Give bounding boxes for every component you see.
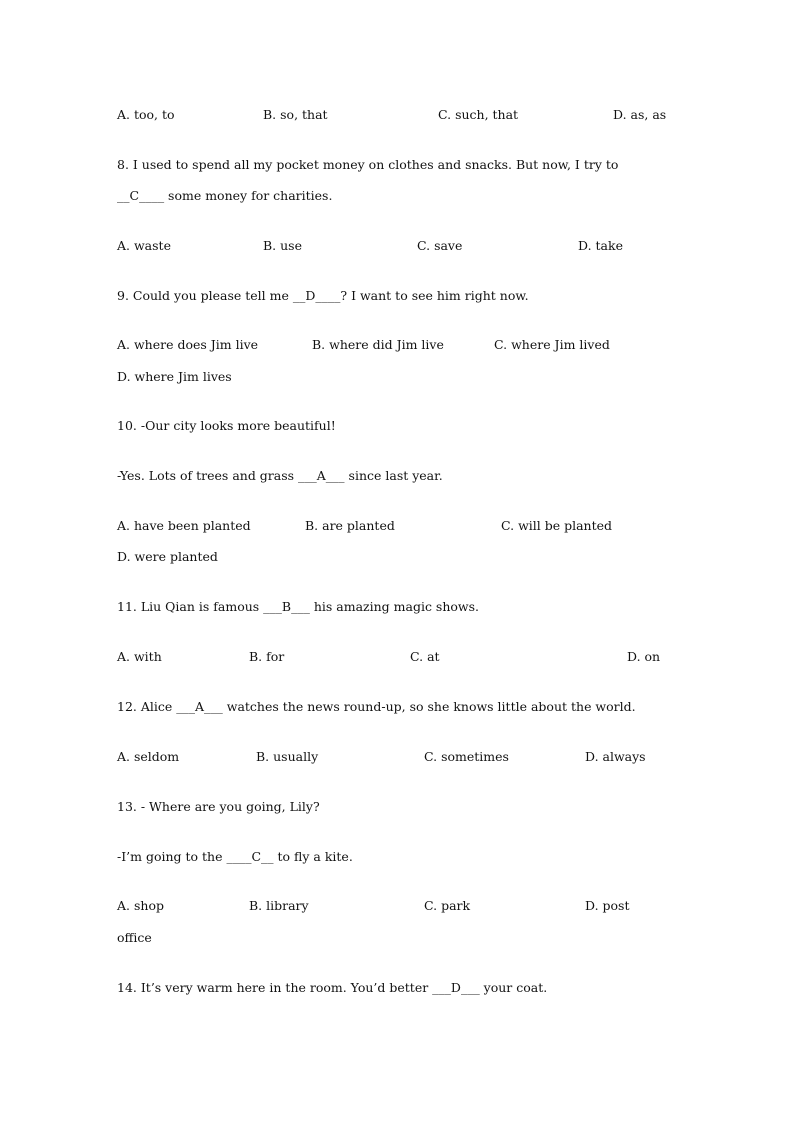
q9-option-b: B. where did Jim live: [312, 337, 444, 352]
q13-option-b: B. library: [249, 898, 309, 913]
q7-option-d: D. as, as: [613, 107, 667, 122]
q11-option-c: C. at: [410, 649, 440, 664]
q12-option-c: C. sometimes: [424, 749, 509, 764]
q12-stem: 12. Alice ___A___ watches the news round-up, so she knows little about the world.: [117, 699, 636, 714]
q13-option-c: C. park: [424, 898, 471, 913]
q11-option-b: B. for: [249, 649, 285, 664]
q10-option-a: A. have been planted: [117, 518, 251, 533]
q9-stem: 9. Could you please tell me __D____? I want to see him right now.: [117, 288, 529, 303]
q7-option-b: B. so, that: [263, 107, 328, 122]
q13-option-d: D. post: [585, 898, 630, 913]
q10-option-b: B. are planted: [305, 518, 395, 533]
q10-stem-line-2: -Yes. Lots of trees and grass ___A___ since last year.: [117, 468, 443, 483]
q13-option-a: A. shop: [117, 898, 164, 913]
q9-option-d: D. where Jim lives: [117, 369, 232, 384]
q8-option-b: B. use: [263, 238, 302, 253]
q12-option-a: A. seldom: [117, 749, 180, 764]
q9-option-c: C. where Jim lived: [494, 337, 610, 352]
q8-option-c: C. save: [417, 238, 463, 253]
q11-option-d: D. on: [627, 649, 661, 664]
q13-option-d-wrap: office: [117, 930, 152, 945]
q11-option-a: A. with: [117, 649, 162, 664]
q8-stem-line-2: __C____ some money for charities.: [117, 188, 333, 203]
q8-option-a: A. waste: [117, 238, 171, 253]
q7-option-a: A. too, to: [117, 107, 175, 122]
q12-option-b: B. usually: [256, 749, 319, 764]
q10-option-c: C. will be planted: [501, 518, 613, 533]
q10-option-d: D. were planted: [117, 549, 218, 564]
q13-stem-line-1: 13. - Where are you going, Lily?: [117, 799, 320, 814]
q14-stem: 14. It’s very warm here in the room. You’d better ___D___ your coat.: [117, 980, 548, 995]
q8-stem-line-1: 8. I used to spend all my pocket money on clothes and snacks. But now, I try to: [117, 157, 619, 172]
q8-option-d: D. take: [578, 238, 623, 253]
q7-option-c: C. such, that: [438, 107, 519, 122]
q10-stem-line-1: 10. -Our city looks more beautiful!: [117, 418, 336, 433]
q12-option-d: D. always: [585, 749, 646, 764]
q11-stem: 11. Liu Qian is famous ___B___ his amazing magic shows.: [117, 599, 479, 614]
q9-option-a: A. where does Jim live: [117, 337, 259, 352]
q13-stem-line-2: -I’m going to the ____C__ to fly a kite.: [117, 849, 353, 864]
